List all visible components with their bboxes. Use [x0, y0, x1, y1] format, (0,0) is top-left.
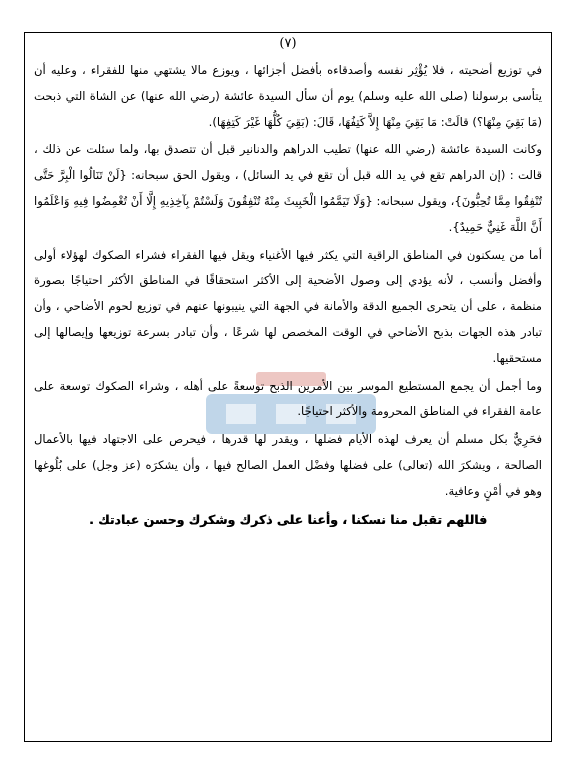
- page-number: (٧): [279, 36, 297, 51]
- closing-prayer: فاللهم تقبل منا نسكنا ، وأعنا على ذكرك وشكرك وحسن عبادتك .: [88, 511, 488, 527]
- paragraph-5: فحَرِيٌّ بكل مسلم أن يعرف لهذه الأيام فضلها ، ويقدر لها قدرها ، فيحرص على الاجتهاد فيها بالأعمال الصالحة ، ويشكرَ الله (تعالى) على فضلها وفضْل العمل الصالح فيها ، وأن يشكرَه (عز وجل) على بُلُوغها وهو في أمْنٍ وعافية.: [34, 432, 542, 498]
- paragraph-3: أما من يسكنون في المناطق الراقية التي يكثر فيها الأغنياء ويقل فيها الفقراء فشراء الصكوك لهؤلاء أولى وأفضل وأنسب ، لأنه يؤدي إلى وصول الأضحية إلى الأكثر استحقاقًا في المناطق الأكثر احتياجًا بصورة منظمة ، على أن يتحرى الجميع الدقة والأمانة في الجهة التي ينيبونها عنهم في توزيع لحوم الأضاحي ، وأن تبادر هذه الجهات بذبح الأضاحي في الوقت المخصص لها شرعًا ، وأن تبادر بسرعة توزيعها وإيصالها إلى مستحقيها.: [34, 247, 542, 365]
- article-body: [34, 58, 542, 534]
- paragraph-1: في توزيع أضحيته ، فلا يُؤْثِر نفسه وأصدقاءه بأفضل أجزائها ، ويوزع مالا يشتهي منها للفقراء ، وعليه أن يتأسى برسولنا (صلى الله عليه وسلم) يوم أن سأل السيدة عائشة (رضي الله عنها) عن الشاة التي ذبحت (مَا بَقِيَ مِنْهَا؟) قالَتْ: مَا بَقِيَ مِنْهَا إِلاَّ كَتِفُهَا، قَالَ: (بَقِيَ كُلُّهَا غَيْرَ كَتِفِهَا).: [34, 63, 542, 129]
- paragraph-4: وما أجمل أن يجمع المستطيع الموسر بين الأمرين الذبح توسعةً على أهله ، وشراء الصكوك توسعة على عامة الفقراء في المناطق المحرومة والأكثر احتياجًا.: [34, 378, 542, 419]
- paragraph-2: وكانت السيدة عائشة (رضي الله عنها) تطيب الدراهم والدنانير قبل أن تتصدق بها، ولما سئلت عن ذلك ، قالت : (إن الدراهم تقع في يد الله قبل أن تقع في يد السائل) ، ويقول الحق سبحانه: {لَنْ تَنَالُوا الْبِرَّ حَتَّى تُنْفِقُوا مِمَّا تُحِبُّونَ}، ويقول سبحانه: {وَلَا تَيَمَّمُوا الْخَبِيثَ مِنْهُ تُنْفِقُونَ وَلَسْتُمْ بِآخِذِيهِ إِلَّا أَنْ تُغْمِضُوا فِيهِ وَاعْلَمُوا أَنَّ اللَّهَ غَنِيٌّ حَمِيدٌ}.: [34, 142, 542, 234]
